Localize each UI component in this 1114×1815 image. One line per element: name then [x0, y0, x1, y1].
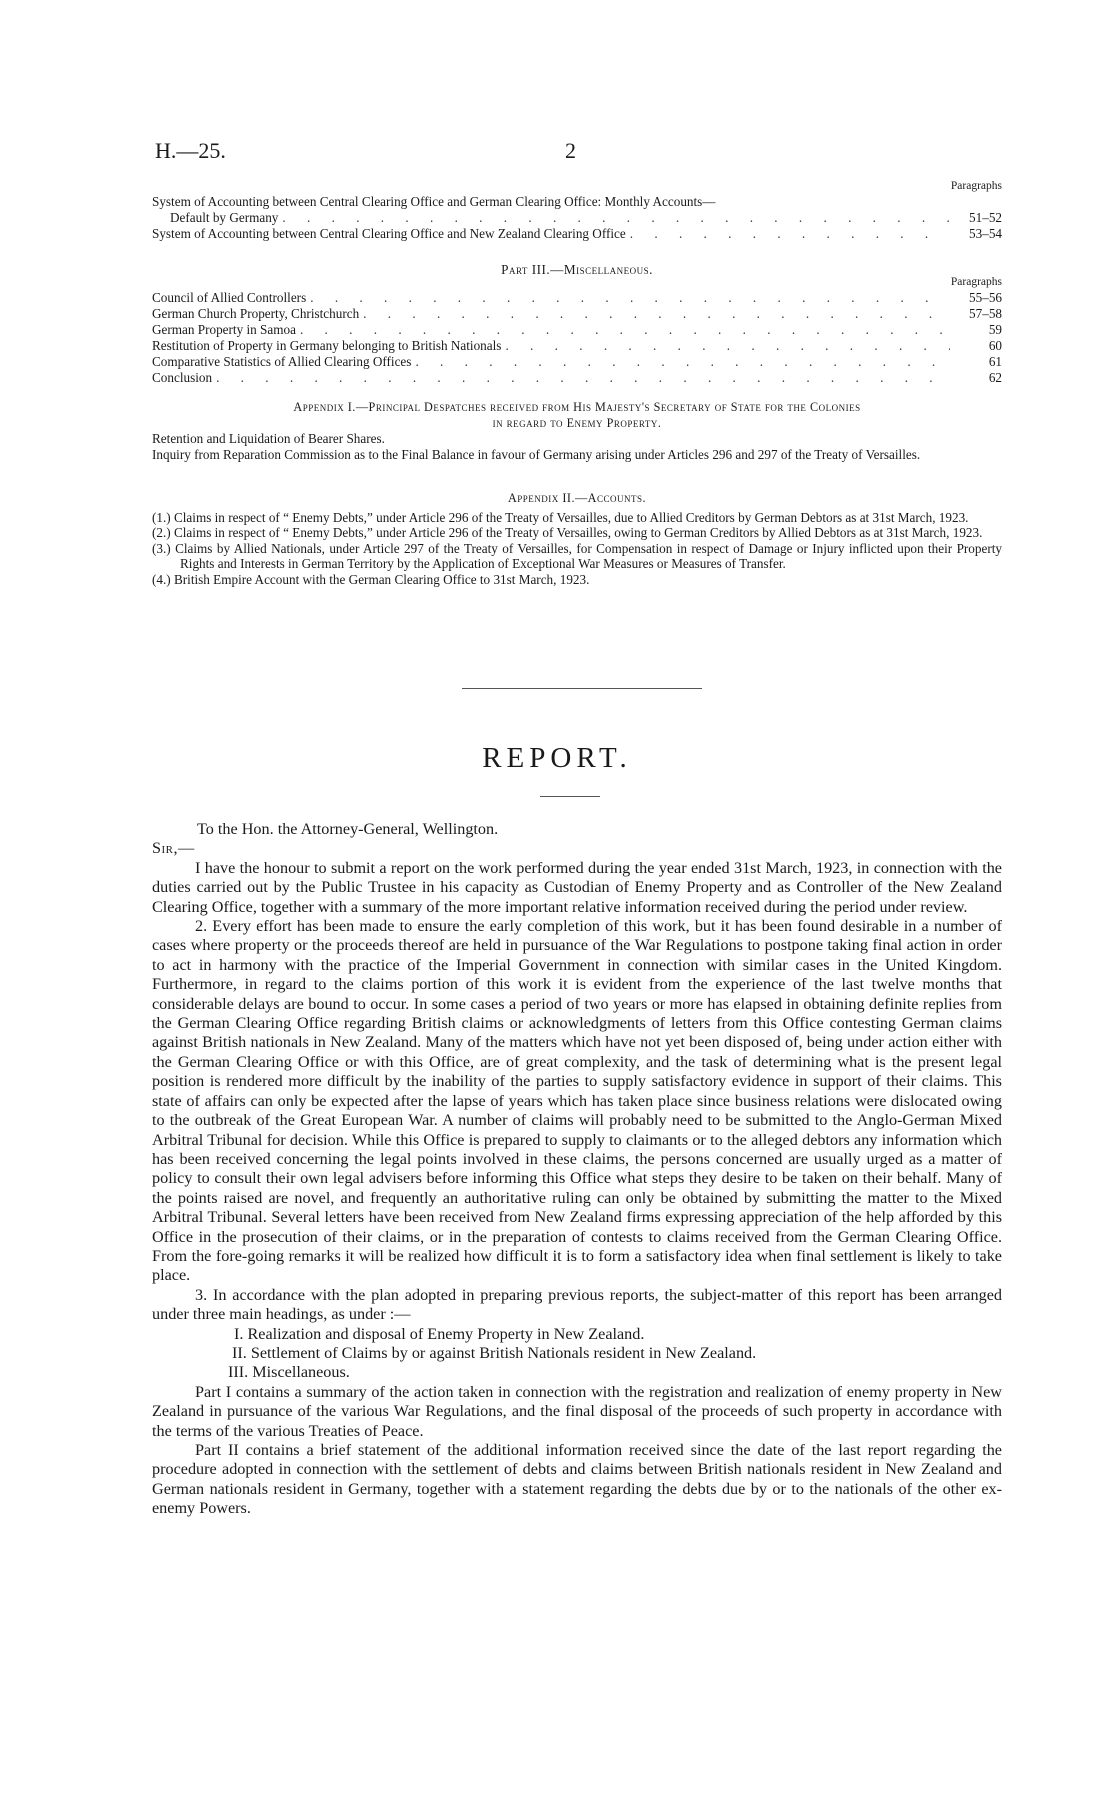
contents-entry-text: System of Accounting between Central Clearing Office and German Clearing Office: Monthly Accounts—	[152, 194, 716, 209]
dot-leader	[415, 354, 950, 370]
contents-entry	[152, 194, 1002, 210]
contents-entry-paragraphs: 51–52	[969, 210, 1002, 225]
contents-entry	[152, 354, 1002, 370]
heading-list-item: III. Miscellaneous.	[228, 1363, 350, 1382]
appendix-one-heading: Appendix I.—Principal Despatches received from His Majesty's Secretary of State for the Colonies	[293, 400, 861, 414]
contents-entry	[152, 290, 1002, 306]
report-paragraph: 3. In accordance with the plan adopted in preparing previous reports, the subject-matter of this report has been arranged under three main headings, as under :—	[152, 1285, 1002, 1324]
appendix-two-heading: Appendix II.—Accounts.	[507, 491, 647, 505]
heading-list-item: I. Realization and disposal of Enemy Property in New Zealand.	[234, 1324, 645, 1343]
contents-entry-paragraphs: 53–54	[969, 226, 1002, 241]
part-three-heading: Part III.—Miscellaneous.	[501, 262, 653, 277]
contents-entry	[152, 338, 1002, 354]
contents-entry-text: German Property in Samoa	[152, 322, 296, 337]
dot-leader	[216, 370, 950, 386]
contents-entry-text: Restitution of Property in Germany belonging to British Nationals	[152, 338, 502, 353]
dot-leader	[505, 338, 950, 354]
document-reference: H.—25.	[155, 138, 226, 163]
dot-leader	[310, 290, 950, 306]
contents-entry-paragraphs: 59	[988, 322, 1002, 337]
appendix-one-item: Retention and Liquidation of Bearer Shares.	[152, 431, 385, 446]
salutation: Sir,—	[152, 839, 195, 858]
contents-entry-text: Comparative Statistics of Allied Clearing Offices	[152, 354, 412, 369]
contents-entry-paragraphs: 60	[988, 338, 1002, 353]
report-paragraph: 2. Every effort has been made to ensure the early completion of this work, but it has been found desirable in a number of cases where property or the proceeds thereof are held in pursuance of the War Regulations to postpone taking final action in order to act in harmony with the practice of the Imperial Government in connection with similar cases in the United Kingdom. Furthermore, in regard to the claims portion of this work it is evident from the experience of the last twelve months that considerable delays are bound to occur. In some cases a period of two years or more has elapsed in obtaining definite replies from the German Clearing Office regarding British claims or acknowledgments of letters from this Office contesting German claims against British nationals in New Zealand. Many of the matters which have not yet been disposed of, being under action either with the German Clearing Office or with this Office, are of great complexity, and the task of determining what is the present legal position is rendered more difficult by the inability of the parties to supply satisfactory evidence in support of their claims. This state of affairs can only be expected after the lapse of years which has taken place since business relations were dislocated owing to the outbreak of the Great European War. A number of claims will probably need to be submitted to the Anglo-German Mixed Arbitral Tribunal for decision. While this Office is prepared to supply to claimants or to the alleged debtors any information which has been received concerning the legal points involved in these claims, the persons concerned are usually urged as a matter of policy to consult their own legal advisers before informing this Office what steps they desire to be taken on their behalf. Many of the points raised are novel, and frequently an authoritative ruling can only be obtained by submitting the matter to the Mixed Arbitral Tribunal. Several letters have been received from New Zealand firms expressing appreciation of the help afforded by this Office in the prosecution of their claims, or in the preparation of contests to claims received from the German Clearing Office. From the fore-going remarks it will be realized how difficult it is to form a satisfactory idea when final settlement is likely to take place.	[152, 917, 1002, 1285]
report-body	[152, 820, 1002, 1519]
page-number: 2	[565, 138, 576, 163]
title-underline	[540, 796, 600, 797]
report-paragraph: Part I contains a summary of the action taken in connection with the registration and realization of enemy property in New Zealand in pursuance of the various War Regulations, and the final disposal of the proceeds of such property in accordance with the terms of the various Treaties of Peace.	[152, 1382, 1002, 1440]
appendix-two-item: (4.) British Empire Account with the German Clearing Office to 31st March, 1923.	[152, 571, 590, 587]
contents-entry-paragraphs: 61	[988, 354, 1002, 369]
contents-entry	[152, 210, 1002, 226]
heading-list-item: II. Settlement of Claims by or against British Nationals resident in New Zealand.	[232, 1343, 757, 1362]
appendix-one-heading-cont: in regard to Enemy Property.	[492, 415, 662, 430]
contents-entry-paragraphs: 62	[988, 370, 1002, 385]
report-paragraph: I have the honour to submit a report on the work performed during the year ended 31st March, 1923, in connection with the duties carried out by the Public Trustee in his capacity as Custodian of Enemy Property and as Controller of the New Zealand Clearing Office, together with a summary of the more important relative information received during the period under review.	[152, 858, 1002, 916]
dot-leader	[300, 322, 950, 338]
contents-entry-paragraphs: 57–58	[969, 306, 1002, 321]
section-divider	[462, 688, 702, 689]
contents-entry-text: System of Accounting between Central Clearing Office and New Zealand Clearing Office	[152, 226, 626, 241]
appendix-two-item: (2.) Claims in respect of “ Enemy Debts,” under Article 296 of the Treaty of Versailles, owing to German Creditors by Allied Debtors as at 31st March, 1923.	[152, 525, 983, 540]
dot-leader	[282, 210, 950, 226]
contents-entry	[152, 322, 1002, 338]
appendix-one	[152, 400, 1002, 462]
appendix-two-item: (3.) Claims by Allied Nationals, under Article 297 of the Treaty of Versailles, for Compensation in respect of Damage or Injury inflicted upon their Property Rights and Interests in German Territory by the Application of Exceptional War Measures or Measures of Transfer.	[152, 540, 1002, 571]
appendix-two	[152, 491, 1002, 587]
contents-entry-text: German Church Property, Christchurch	[152, 306, 360, 321]
paragraphs-column-label: Paragraphs	[950, 276, 1002, 288]
dot-leader	[363, 306, 950, 322]
contents-entry	[152, 370, 1002, 386]
dot-leader	[630, 226, 950, 242]
report-title: REPORT.	[482, 742, 632, 774]
appendix-two-item: (1.) Claims in respect of “ Enemy Debts,” under Article 296 of the Treaty of Versailles, due to Allied Creditors by German Debtors as at 31st March, 1923.	[152, 509, 969, 525]
contents-part-three	[152, 262, 1002, 386]
contents-continued	[152, 178, 1002, 242]
contents-entry	[152, 226, 1002, 242]
contents-entry	[152, 306, 1002, 322]
contents-entry-text: Conclusion	[152, 370, 213, 385]
contents-entry-paragraphs: 55–56	[969, 290, 1002, 305]
paragraphs-column-label: Paragraphs	[950, 180, 1002, 192]
contents-entry-text: Default by Germany	[170, 210, 279, 225]
addressee: To the Hon. the Attorney-General, Wellington.	[197, 820, 499, 838]
report-paragraph: Part II contains a brief statement of the additional information received since the date of the last report regarding the procedure adopted in connection with the settlement of debts and claims between British nationals resident in New Zealand and German nationals resident in Germany, together with a statement regarding the debts due by or to the nationals of the other ex-enemy Powers.	[152, 1441, 1002, 1518]
contents-entry-text: Council of Allied Controllers	[152, 290, 307, 305]
appendix-one-item: Inquiry from Reparation Commission as to the Final Balance in favour of Germany arising under Articles 296 and 297 of the Treaty of Versailles.	[152, 446, 921, 462]
